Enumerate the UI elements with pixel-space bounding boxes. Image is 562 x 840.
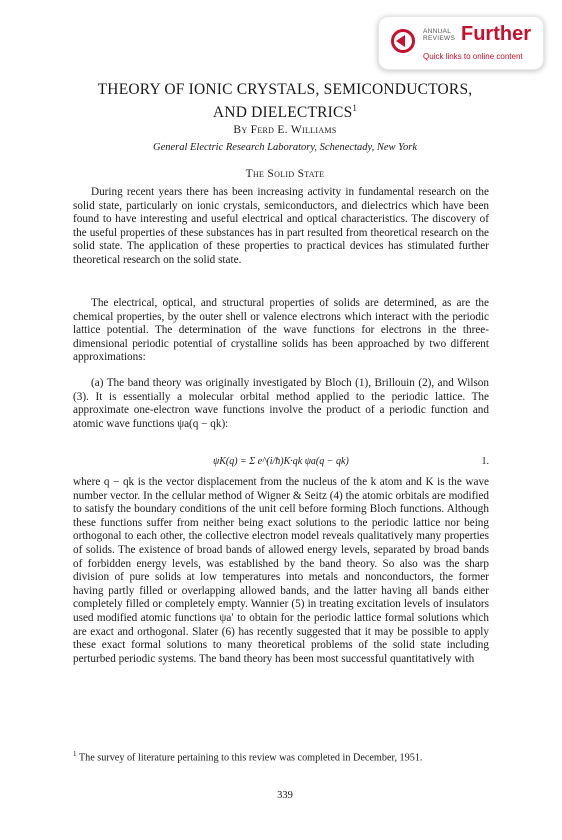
author-affiliation: General Electric Research Laboratory, Schenectady, New York: [152, 142, 417, 153]
footnote: [73, 748, 489, 764]
equation-formula: ψK(q) = Σ e^(i/ħ)K·qk ψa(q − qk): [213, 456, 349, 467]
title-line-1: THEORY OF IONIC CRYSTALS, SEMICONDUCTORS,: [97, 81, 473, 98]
body-paragraph-1: During recent years there has been increasing activity in fundamental research on the solid state, particularly on ionic crystals, semiconductors, and dielectrics which have been found to have interesting and useful electrical and optical characteristics. The discovery of the useful properties of these substances has in part resulted from theoretical research on the solid state. The application of these properties to practical devices has stimulated further theoretical research on the solid state.: [73, 186, 489, 266]
title-line-2: AND DIELECTRICS$^1$: [212, 103, 358, 122]
page-number: 339: [277, 790, 293, 801]
title-footnote-marker[interactable]: 1: [352, 103, 358, 113]
author-line: By Ferd E. Williams: [233, 124, 337, 136]
footnote-marker: 1: [73, 750, 77, 758]
further-links-banner[interactable]: [378, 16, 544, 70]
footnote-text: The survey of literature pertaining to this review was completed in December, 1951.: [78, 752, 423, 764]
banner-further-label: Further: [461, 23, 531, 45]
body-paragraph-3: (a) The band theory was originally investigated by Bloch (1), Brillouin (2), and Wilson (3). It is essentially a molecular orbital method applied to the periodic lattice. The approximate one-electron wave functions involve the product of a periodic function and atomic wave functions ψa(q − qk):: [73, 377, 489, 430]
section-heading: The Solid State: [245, 168, 325, 180]
body-paragraph-4: where q − qk is the vector displacement from the nucleus of the k atom and K is the wave number vector. In the cellular method of Wigner & Seitz (4) the atomic orbitals are modified to satisfy the boundary conditions of the unit cell before forming Bloch functions. Although these functions suffer from neither being exact solutions to the periodic lattice nor being orthogonal to each other, the collective electron model reveals qualitatively many properties of solids. The existence of broad bands of allowed energy levels, separated by broad bands of forbidden energy levels, was established by the band theory. So also was the sharp division of pure solids at low temperatures into metals and nonconductors, the former having partly filled or overlapping allowed bands, and the latter having all bands either completely filled or completely empty. Wannier (5) in treating excitation levels of insulators used modified atomic functions ψa′ to obtain for the periodic lattice formal solutions which are exact and orthogonal. Slater (6) has recently suggested that it may be possible to apply these exact formal solutions to many theoretical problems of the solid state including perturbed periodic systems. The band theory has been most successful quantitatively with: [73, 476, 489, 665]
banner-publisher-label: ANNUAL REVIEWS: [423, 28, 456, 42]
annual-reviews-logo-icon: [391, 29, 415, 53]
equation-1: [73, 456, 489, 472]
article-title: [40, 80, 530, 122]
body-paragraph-2: The electrical, optical, and structural properties of solids are determined, as are the chemical properties, by the outer shell or valence electrons which interact with the periodic lattice potential. The determination of the wave functions for electrons in the three-dimensional periodic potential of crystalline solids has been approached by two different approximations:: [73, 297, 489, 364]
banner-subtitle: Quick links to online content: [423, 52, 523, 61]
equation-number: 1.: [481, 456, 489, 467]
